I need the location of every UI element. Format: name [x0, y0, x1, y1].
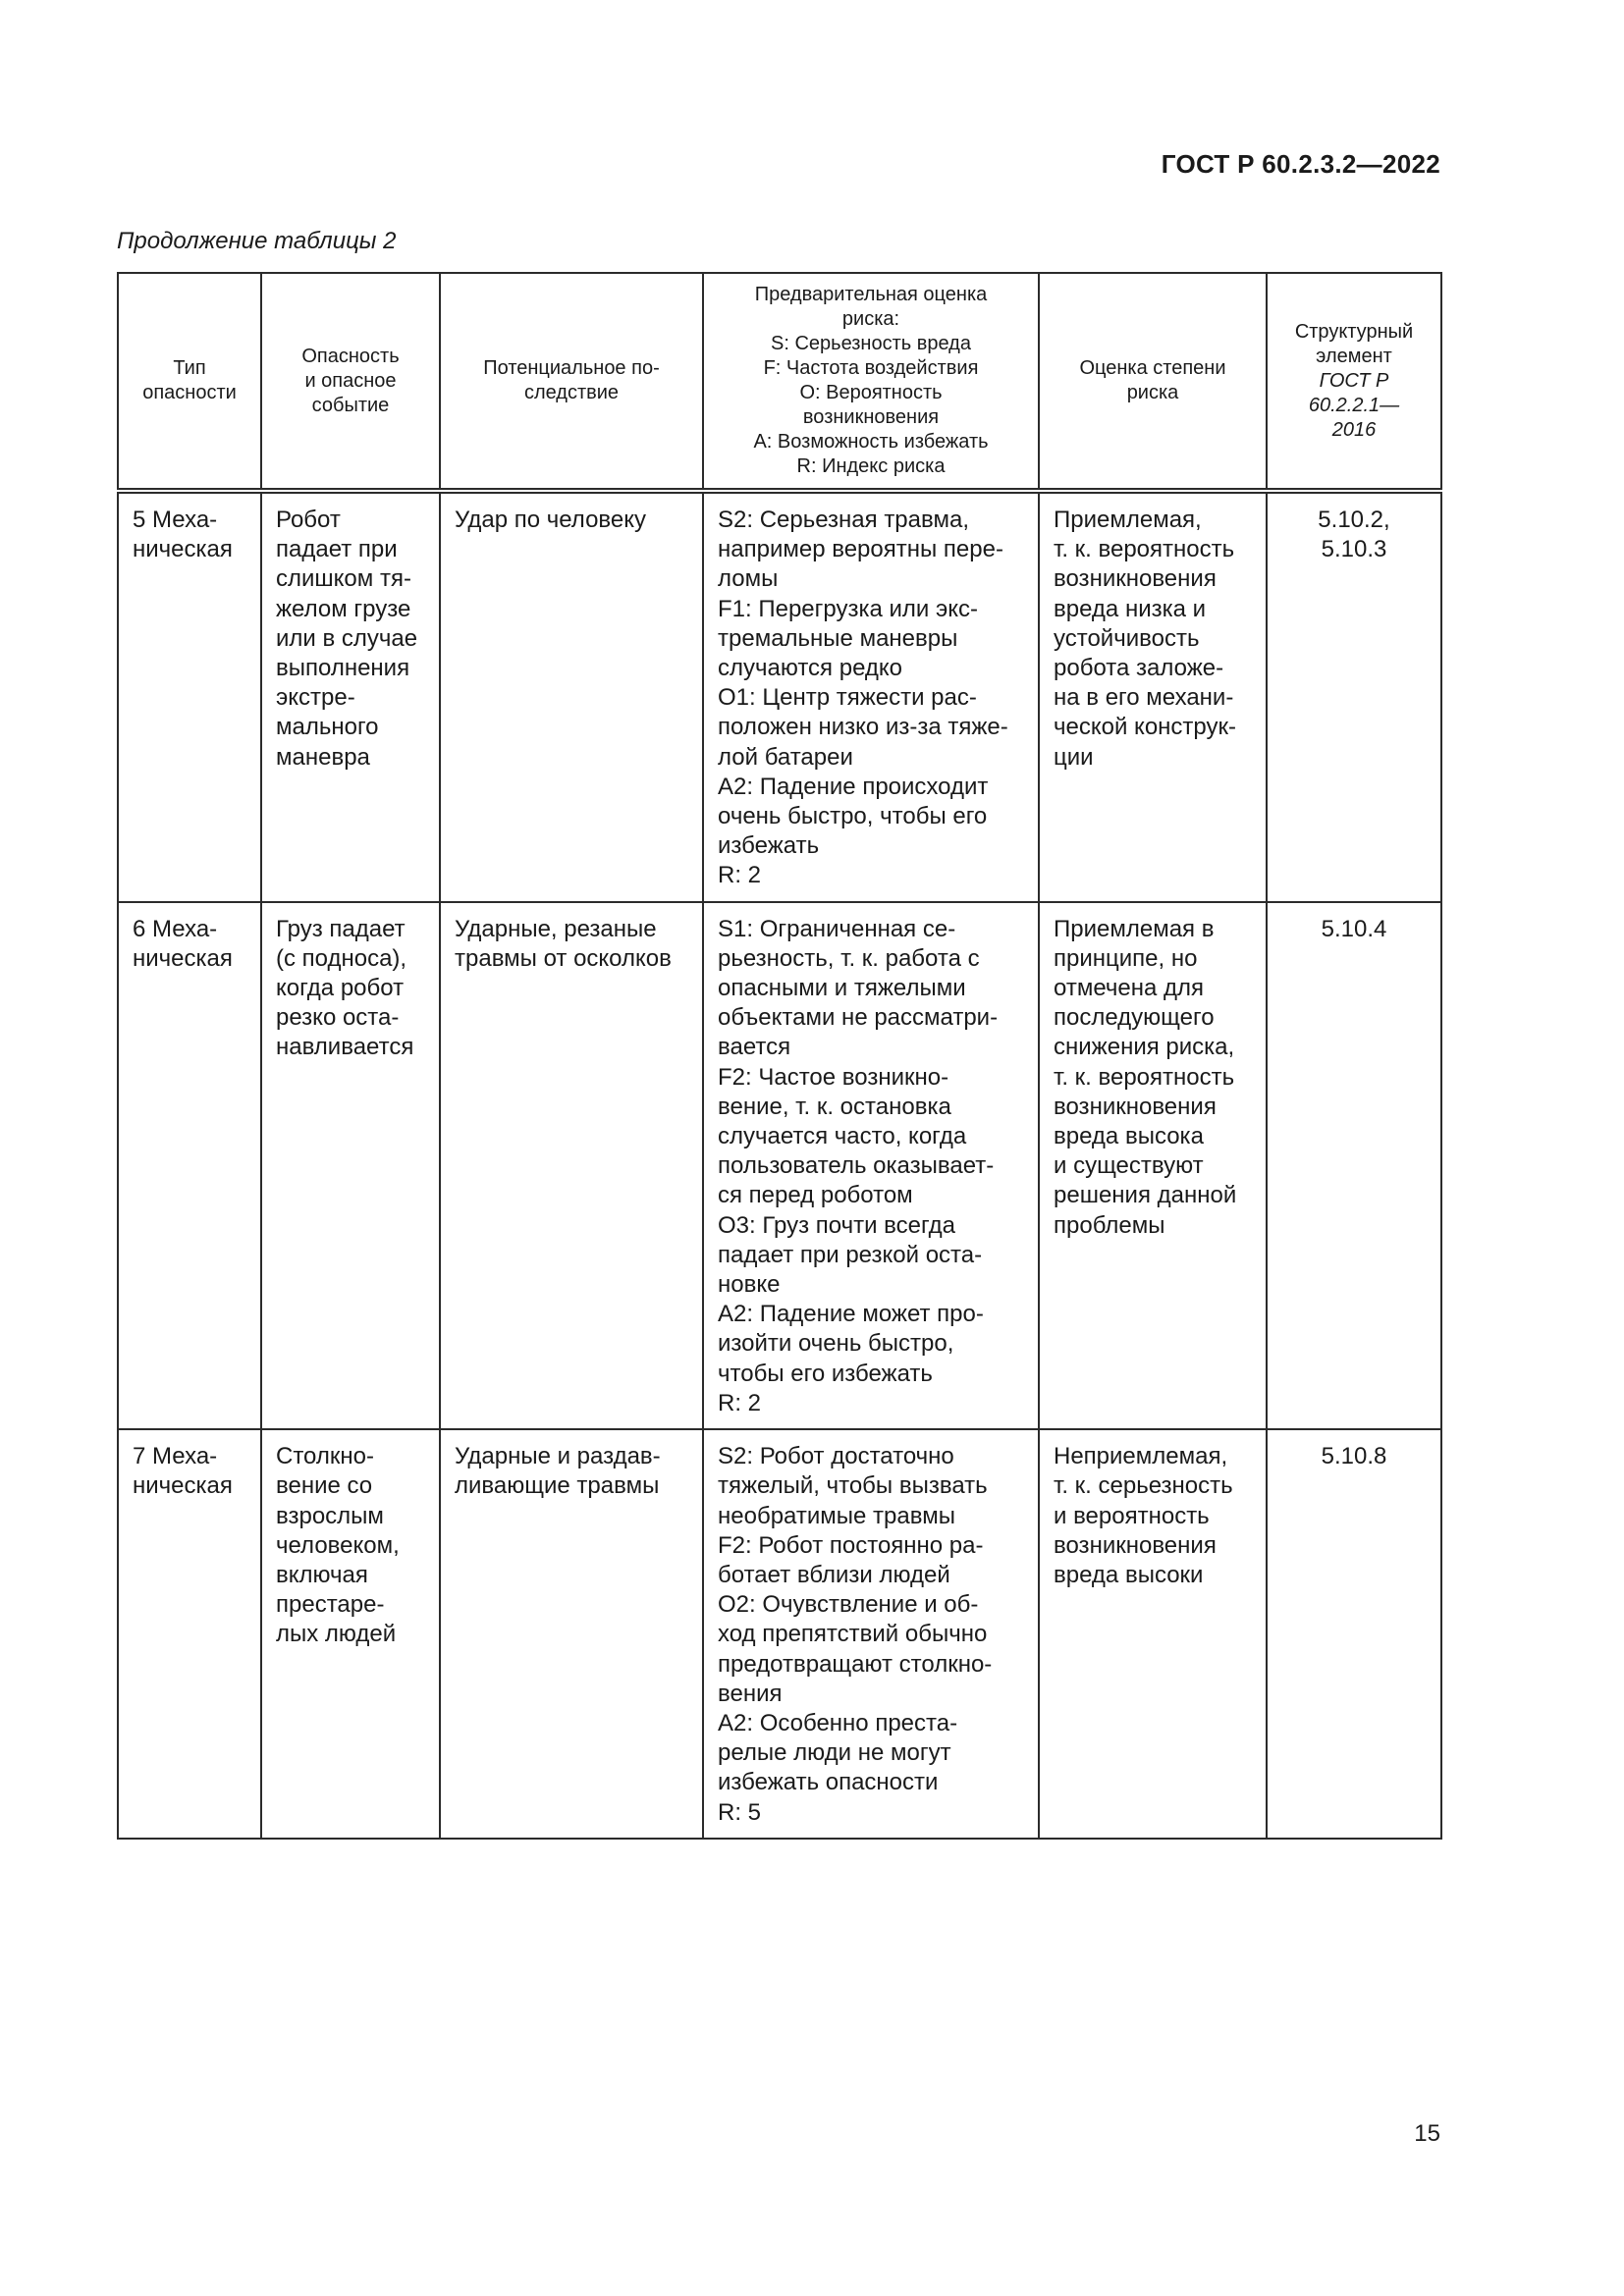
- table-row: [118, 902, 1441, 1429]
- header-text-line: Структурный: [1294, 320, 1414, 343]
- cell-text-line: например вероятны пере-: [718, 536, 1003, 563]
- cell-text-line: чтобы его избежать: [718, 1360, 933, 1387]
- cell-text-line: F1: Перегрузка или экс-: [718, 595, 979, 622]
- cell-structural-element: [1267, 902, 1441, 1429]
- cell-hazard-type: [118, 902, 261, 1429]
- cell-structural-element: [1267, 491, 1441, 902]
- cell-text-line: R: 5: [718, 1798, 762, 1826]
- header-text-line: возникновения: [802, 406, 940, 428]
- cell-text-line: ливающие травмы: [455, 1472, 660, 1500]
- cell-text-line: снижения риска,: [1054, 1034, 1235, 1061]
- cell-text-line: Приемлемая,: [1054, 507, 1202, 533]
- cell-text-line: случаются редко: [718, 655, 903, 682]
- cell-text-line: отмечена для: [1054, 975, 1204, 1002]
- header-structural-element: [1267, 273, 1441, 491]
- header-potential-consequence: [440, 273, 703, 491]
- cell-text-line: опасными и тяжелыми: [718, 975, 966, 1002]
- cell-structural-element: [1267, 1429, 1441, 1839]
- cell-text-line: релые люди не могут: [718, 1739, 951, 1767]
- cell-text-line: случается часто, когда: [718, 1123, 967, 1150]
- header-hazard-event: [261, 273, 440, 491]
- cell-text-line: A2: Падение может про-: [718, 1301, 984, 1328]
- page-number: 15: [1414, 2120, 1440, 2147]
- cell-text-line: вения: [718, 1680, 783, 1707]
- cell-text-line: резко оста-: [276, 1004, 400, 1032]
- cell-text-line: A2: Особенно преста-: [718, 1709, 958, 1736]
- cell-text-line: слишком тя-: [276, 565, 411, 593]
- table-body: [118, 491, 1441, 1839]
- header-text-line: ГОСТ Р: [1319, 369, 1389, 392]
- cell-text-line: R: 2: [718, 1389, 762, 1416]
- cell-text-line: принципе, но: [1054, 944, 1198, 972]
- cell-text-line: S2: Робот достаточно: [718, 1443, 954, 1470]
- cell-text-line: желом грузе: [276, 595, 411, 622]
- cell-text-line: S2: Серьезная травма,: [718, 507, 969, 533]
- cell-text-line: вреда высоки: [1054, 1561, 1204, 1588]
- cell-text-line: Робот: [276, 507, 341, 533]
- cell-text-line: робота заложе-: [1054, 655, 1224, 682]
- header-hazard-type: [118, 273, 261, 491]
- cell-text-line: т. к. серьезность: [1054, 1472, 1233, 1500]
- cell-text-line: человеком,: [276, 1531, 400, 1559]
- cell-text-line: 5.10.4: [1321, 915, 1387, 942]
- cell-text-line: когда робот: [276, 975, 405, 1002]
- cell-text-line: Груз падает: [276, 915, 406, 942]
- cell-text-line: лой батареи: [718, 743, 853, 771]
- header-text-line: 2016: [1331, 418, 1377, 441]
- cell-hazard-type: [118, 1429, 261, 1839]
- cell-text-line: (с подноса),: [276, 944, 407, 972]
- header-text-line: O: Вероятность: [799, 382, 943, 403]
- cell-text-line: A2: Падение происходит: [718, 773, 989, 800]
- header-text-line: 60.2.2.1—: [1308, 394, 1400, 416]
- cell-text-line: 5 Меха-: [133, 507, 218, 533]
- cell-text-line: новке: [718, 1271, 781, 1299]
- cell-text-line: Приемлемая в: [1054, 915, 1215, 942]
- risk-assessment-table: [117, 272, 1442, 1840]
- cell-text-line: и вероятность: [1054, 1502, 1210, 1529]
- cell-potential-consequence: [440, 491, 703, 902]
- header-text-line: F: Частота воздействия: [763, 357, 979, 379]
- cell-hazard-event: [261, 1429, 440, 1839]
- cell-text-line: Ударные и раздав-: [455, 1443, 661, 1470]
- header-text-line: и опасное: [304, 369, 397, 392]
- header-text-line: событие: [311, 394, 390, 416]
- header-text-line: Опасность: [301, 345, 400, 367]
- cell-text-line: избежать: [718, 832, 820, 860]
- header-text-line: риска: [1126, 382, 1179, 403]
- cell-text-line: включая: [276, 1561, 368, 1588]
- cell-text-line: тяжелый, чтобы вызвать: [718, 1472, 988, 1500]
- header-text-line: риска:: [841, 308, 900, 330]
- cell-text-line: F2: Робот постоянно ра-: [718, 1531, 984, 1559]
- cell-text-line: 7 Меха-: [133, 1443, 218, 1470]
- cell-text-line: возникновения: [1054, 1093, 1217, 1120]
- cell-risk-evaluation: [1039, 902, 1267, 1429]
- cell-text-line: и существуют: [1054, 1152, 1204, 1180]
- cell-text-line: Неприемлемая,: [1054, 1443, 1228, 1470]
- cell-preliminary-assessment: [703, 491, 1039, 902]
- cell-text-line: падает при: [276, 536, 398, 563]
- header-text-line: Потенциальное по-: [483, 357, 660, 379]
- cell-text-line: избежать опасности: [718, 1769, 939, 1796]
- cell-potential-consequence: [440, 1429, 703, 1839]
- cell-text-line: лых людей: [276, 1621, 397, 1648]
- cell-text-line: возникновения: [1054, 565, 1217, 593]
- cell-text-line: очень быстро, чтобы его: [718, 803, 988, 830]
- cell-text-line: ческой конструк-: [1054, 714, 1236, 741]
- cell-hazard-event: [261, 902, 440, 1429]
- table-caption: Продолжение таблицы 2: [117, 228, 397, 254]
- cell-text-line: Ударные, резаные: [455, 915, 657, 942]
- header-text-line: Предварительная оценка: [754, 284, 988, 305]
- cell-text-line: 5.10.3: [1321, 536, 1387, 563]
- cell-text-line: проблемы: [1054, 1211, 1165, 1239]
- cell-text-line: травмы от осколков: [455, 944, 672, 972]
- cell-text-line: ся перед роботом: [718, 1182, 913, 1209]
- cell-text-line: 5.10.8: [1321, 1443, 1387, 1470]
- cell-text-line: 6 Меха-: [133, 915, 218, 942]
- cell-text-line: взрослым: [276, 1502, 384, 1529]
- cell-text-line: ломы: [718, 565, 779, 593]
- cell-text-line: ход препятствий обычно: [718, 1621, 988, 1648]
- cell-text-line: R: 2: [718, 862, 762, 889]
- cell-risk-evaluation: [1039, 491, 1267, 902]
- table-row: [118, 491, 1441, 902]
- cell-hazard-type: [118, 491, 261, 902]
- cell-text-line: решения данной: [1054, 1182, 1237, 1209]
- cell-text-line: возникновения: [1054, 1531, 1217, 1559]
- cell-text-line: Удар по человеку: [455, 507, 647, 533]
- cell-text-line: ническая: [133, 1472, 233, 1500]
- header-text-line: R: Индекс риска: [796, 455, 946, 477]
- cell-text-line: изойти очень быстро,: [718, 1330, 954, 1358]
- cell-text-line: объектами не рассматри-: [718, 1004, 999, 1032]
- cell-text-line: O1: Центр тяжести рас-: [718, 684, 977, 712]
- cell-text-line: устойчивость: [1054, 624, 1200, 652]
- cell-text-line: вение со: [276, 1472, 373, 1500]
- cell-text-line: на в его механи-: [1054, 684, 1234, 712]
- document-code: ГОСТ Р 60.2.3.2—2022: [1161, 149, 1440, 179]
- header-text-line: A: Возможность избежать: [753, 431, 989, 453]
- cell-text-line: престаре-: [276, 1591, 385, 1619]
- cell-potential-consequence: [440, 902, 703, 1429]
- cell-text-line: вреда высока: [1054, 1123, 1204, 1150]
- header-text-line: элемент: [1316, 345, 1392, 367]
- header-text-line: опасности: [142, 382, 237, 403]
- header-text-line: Оценка степени: [1079, 357, 1226, 379]
- cell-text-line: выполнения: [276, 655, 410, 682]
- cell-text-line: ническая: [133, 944, 233, 972]
- cell-text-line: т. к. вероятность: [1054, 536, 1235, 563]
- cell-text-line: 5.10.2,: [1318, 507, 1390, 533]
- cell-risk-evaluation: [1039, 1429, 1267, 1839]
- cell-text-line: падает при резкой оста-: [718, 1241, 983, 1268]
- cell-text-line: вреда низка и: [1054, 595, 1207, 622]
- cell-text-line: ции: [1054, 743, 1094, 771]
- cell-text-line: тремальные маневры: [718, 624, 958, 652]
- cell-text-line: ботает вблизи людей: [718, 1561, 950, 1588]
- cell-text-line: ническая: [133, 536, 233, 563]
- cell-text-line: S1: Ограниченная се-: [718, 915, 956, 942]
- cell-preliminary-assessment: [703, 902, 1039, 1429]
- cell-text-line: вение, т. к. остановка: [718, 1093, 951, 1120]
- cell-text-line: мального: [276, 714, 379, 741]
- cell-text-line: предотвращают столкно-: [718, 1650, 993, 1678]
- cell-text-line: O3: Груз почти всегда: [718, 1211, 955, 1239]
- header-text-line: Тип: [173, 357, 206, 379]
- cell-text-line: O2: Очувствление и об-: [718, 1591, 979, 1619]
- cell-text-line: Столкно-: [276, 1443, 374, 1470]
- cell-text-line: или в случае: [276, 624, 418, 652]
- header-text-line: S: Серьезность вреда: [771, 333, 971, 354]
- header-risk-evaluation: [1039, 273, 1267, 491]
- cell-text-line: последующего: [1054, 1004, 1215, 1032]
- cell-text-line: рьезность, т. к. работа с: [718, 944, 980, 972]
- cell-hazard-event: [261, 491, 440, 902]
- cell-text-line: пользователь оказывает-: [718, 1152, 995, 1180]
- cell-text-line: необратимые травмы: [718, 1502, 955, 1529]
- cell-text-line: навливается: [276, 1034, 414, 1061]
- cell-text-line: F2: Частое возникно-: [718, 1063, 949, 1091]
- table-header-row: [118, 273, 1441, 491]
- cell-text-line: положен низко из-за тяже-: [718, 714, 1008, 741]
- cell-text-line: экстре-: [276, 684, 355, 712]
- cell-text-line: вается: [718, 1034, 791, 1061]
- table-row: [118, 1429, 1441, 1839]
- cell-text-line: т. к. вероятность: [1054, 1063, 1235, 1091]
- cell-preliminary-assessment: [703, 1429, 1039, 1839]
- header-text-line: следствие: [523, 382, 620, 403]
- cell-text-line: маневра: [276, 743, 370, 771]
- header-preliminary-assessment: [703, 273, 1039, 491]
